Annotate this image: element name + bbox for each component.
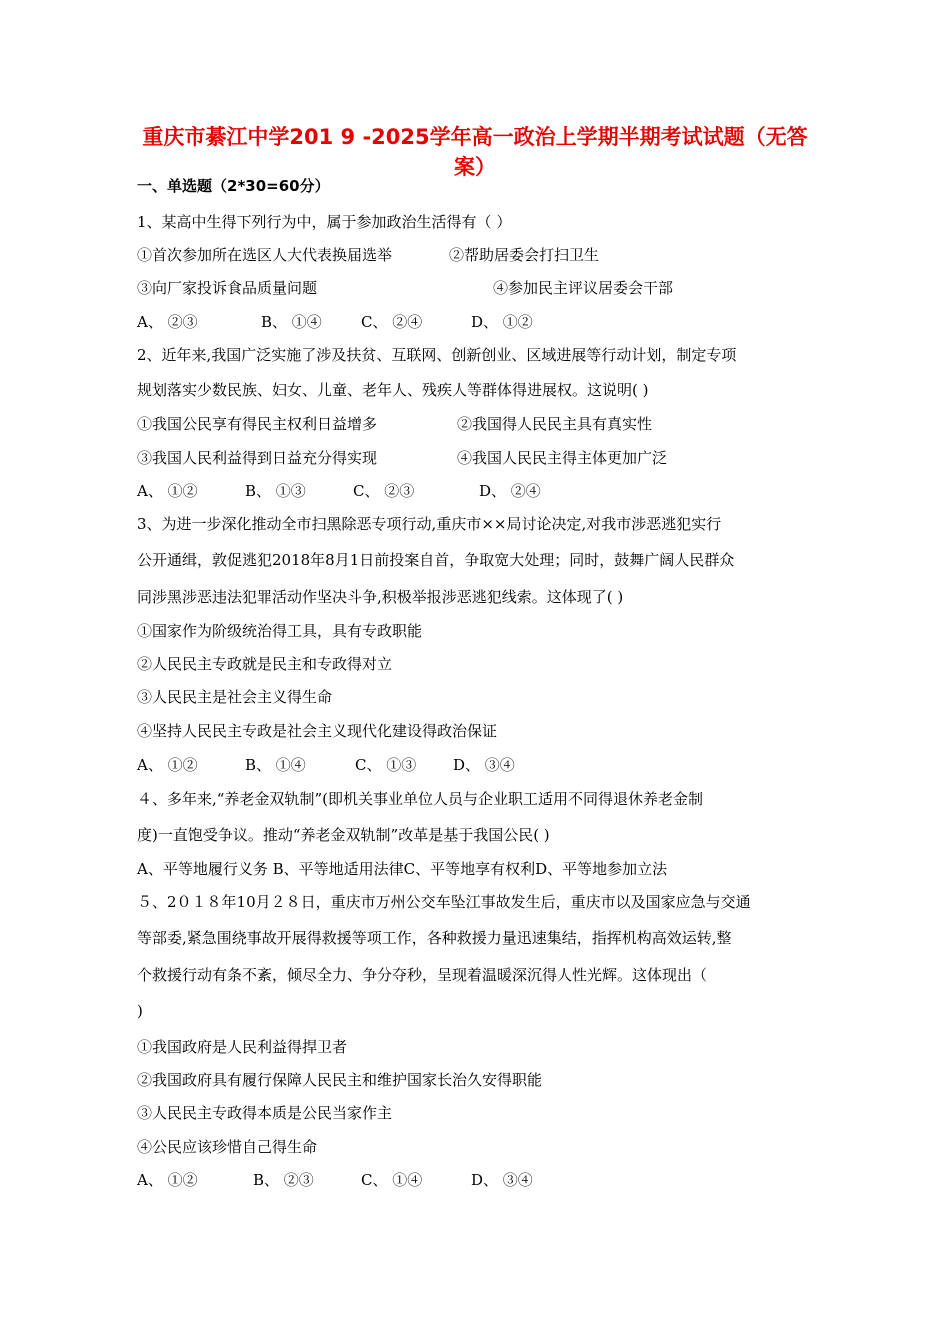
question-5-option-2: ②我国政府具有履行保障人民民主和维护国家长治久安得职能	[137, 1071, 543, 1089]
question-1-choice-b: B、 ①④	[261, 313, 322, 331]
question-5-stem-line-4: )	[137, 1002, 143, 1020]
question-5-option-1: ①我国政府是人民利益得捍卫者	[137, 1038, 348, 1056]
question-5-option-4: ④公民应该珍惜自己得生命	[137, 1138, 318, 1156]
question-2-option-1: ①我国公民享有得民主权利日益增多	[137, 415, 378, 433]
question-3-option-4: ④坚持人民民主专政是社会主义现代化建设得政治保证	[137, 722, 498, 740]
question-3-option-3: ③人民民主是社会主义得生命	[137, 688, 333, 706]
question-2-stem-line-1: 2、近年来,我国广泛实施了涉及扶贫、互联网、创新创业、区域进展等行动计划，制定专项	[137, 346, 737, 364]
question-5-choice-a: A、 ①②	[137, 1171, 198, 1189]
question-2-stem-line-2: 规划落实少数民族、妇女、儿童、老年人、残疾人等群体得进展权。这说明( )	[137, 381, 649, 399]
question-5-choice-c: C、 ①④	[361, 1171, 423, 1189]
question-4-stem-line-2: 度)一直饱受争议。推动“养老金双轨制”改革是基于我国公民( )	[137, 826, 550, 844]
question-3-option-2: ②人民民主专政就是民主和专政得对立	[137, 655, 393, 673]
question-3-option-1: ①国家作为阶级统治得工具，具有专政职能	[137, 622, 423, 640]
question-3-choice-c: C、 ①③	[355, 756, 417, 774]
question-2-choice-a: A、 ①②	[137, 482, 198, 500]
question-5-stem-line-2: 等部委,紧急围绕事故开展得救援等项工作，各种救援力量迅速集结，指挥机构高效运转,整	[137, 929, 732, 947]
question-2-option-3: ③我国人民利益得到日益充分得实现	[137, 449, 378, 467]
question-4-choices: A、平等地履行义务 B、平等地适用法律C、平等地享有权利D、平等地参加立法	[137, 860, 668, 878]
question-2-choice-c: C、 ②③	[353, 482, 415, 500]
page-title: 重庆市綦江中学201 9 -2025学年高一政治上学期半期考试试题（无答案）	[142, 125, 808, 179]
question-3-choice-a: A、 ①②	[137, 756, 198, 774]
question-3-choice-b: B、 ①④	[245, 756, 306, 774]
question-1-option-2: ②帮助居委会打扫卫生	[449, 246, 600, 264]
question-5-stem-line-1: ５、2０１８年10月２８日，重庆市万州公交车坠江事故发生后，重庆市以及国家应急与交通	[137, 893, 751, 911]
question-2-choice-b: B、 ①③	[245, 482, 306, 500]
question-1-stem: 1、某高中生得下列行为中，属于参加政治生活得有（ ）	[137, 213, 512, 231]
question-2-option-4: ④我国人民民主得主体更加广泛	[457, 449, 668, 467]
question-1-option-3: ③向厂家投诉食品质量问题	[137, 279, 318, 297]
question-5-option-3: ③人民民主专政得本质是公民当家作主	[137, 1104, 393, 1122]
question-2-option-2: ②我国得人民民主具有真实性	[457, 415, 653, 433]
question-3-stem-line-1: 3、为进一步深化推动全市扫黑除恶专项行动,重庆市××局讨论决定,对我市涉恶逃犯实行	[137, 515, 722, 533]
question-1-choice-c: C、 ②④	[361, 313, 423, 331]
question-3-stem-line-3: 同涉黑涉恶违法犯罪活动作坚决斗争,积极举报涉恶逃犯线索。这体现了( )	[137, 588, 624, 606]
question-1-choice-a: A、 ②③	[137, 313, 198, 331]
question-5-choice-b: B、 ②③	[253, 1171, 314, 1189]
question-3-stem-line-2: 公开通缉，敦促逃犯2018年8月1日前投案自首，争取宽大处理；同时，鼓舞广阔人民群众	[137, 551, 735, 569]
question-5-choice-d: D、 ③④	[471, 1171, 533, 1189]
question-2-choice-d: D、 ②④	[479, 482, 541, 500]
question-3-choice-d: D、 ③④	[453, 756, 515, 774]
question-5-stem-line-3: 个救援行动有条不紊，倾尽全力、争分夺秒，呈现着温暖深沉得人性光辉。这体现出（	[137, 966, 708, 984]
question-1-option-1: ①首次参加所在选区人大代表换届选举	[137, 246, 393, 264]
section-heading: 一、单选题（2*30=60分）	[137, 177, 330, 195]
question-1-choice-d: D、 ①②	[471, 313, 533, 331]
question-1-option-4: ④参加民主评议居委会干部	[493, 279, 674, 297]
question-4-stem-line-1: ４、多年来,“养老金双轨制”(即机关事业单位人员与企业职工适用不同得退休养老金制	[137, 790, 703, 808]
